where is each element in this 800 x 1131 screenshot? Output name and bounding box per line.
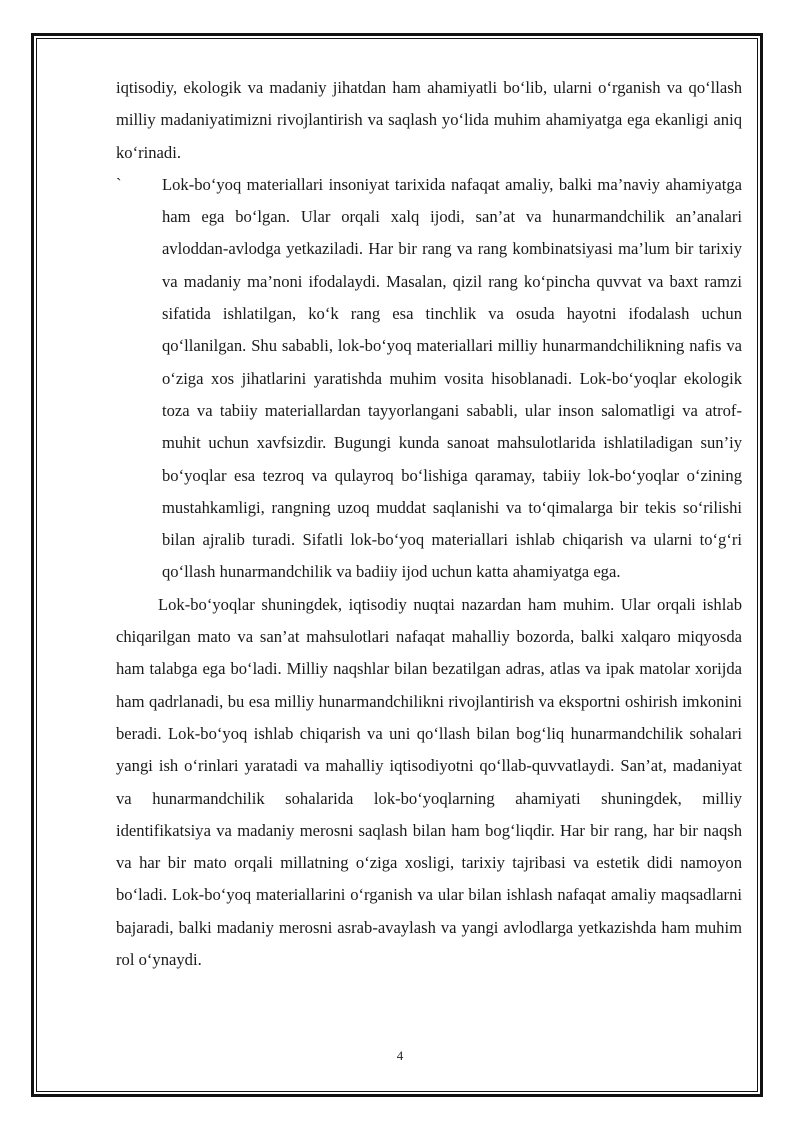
document-body — [116, 72, 742, 976]
paragraph-text: Lok-bo‘yoq materiallari insoniyat tarixida nafaqat amaliy, balki ma’naviy ahamiyatga ham ega bo‘lgan. Ular orqali xalq ijodi, san’at va hunarmandchilik an’analari avloddan-avlodga yetkaziladi. Har bir rang va rang kombinatsiyasi ma’lum bir tarixiy va madaniy ma’noni ifodalaydi. Masalan, qizil rang ko‘pincha quvvat va baxt ramzi sifatida ishlatilgan, ko‘k rang esa tinchlik va osuda hayotni ifodalash uchun qo‘llanilgan. Shu sababli, lok-bo‘yoq materiallari milliy hunarmandchilikning nafis va o‘ziga xos jihatlarini yaratishda muhim vosita hisoblanadi. Lok-bo‘yoqlar ekologik toza va tabiiy materiallardan tayyorlangani sababli, ular inson salomatligi va atrof-muhit uchun xavfsizdir. Bugungi kunda sanoat mahsulotlarida ishlatiladigan sun’iy bo‘yoqlar esa tezroq va qulayroq bo‘lishiga qaramay, tabiiy lok-bo‘yoqlar o‘zining mustahkamligi, rangning uzoq muddat saqlanishi va to‘qimalarga bir tekis so‘rilishi bilan ajralib turadi. Sifatli lok-bo‘yoq materiallari ishlab chiqarish va ularni to‘g‘ri qo‘llash hunarmandchilik va badiiy ijod uchun katta ahamiyatga ega. — [162, 174, 742, 582]
page-number: 4 — [396, 1048, 404, 1063]
paragraph-lok-boyoq-history — [116, 169, 742, 589]
paragraph-economic-importance: Lok-bo‘yoqlar shuningdek, iqtisodiy nuqtai nazardan ham muhim. Ular orqali ishlab chiqarilgan mato va san’at mahsulotlari nafaqat mahalliy bozorda, balki xalqaro miqyosda ham talabga ega bo‘ladi. Milliy naqshlar bilan bezatilgan adras, atlas va ipak matolar xorijda ham qadrlanadi, bu esa milliy hunarmandchilikni rivojlantirish va eksportni oshirish imkonini beradi. Lok-bo‘yoq ishlab chiqarish va uni qo‘llash bilan bog‘liq hunarmandchilik sohalari yangi ish o‘rinlari yaratadi va mahalliy iqtisodiyotni qo‘llab-quvvatlaydi. San’at, madaniyat va hunarmandchilik sohalarida lok-bo‘yoqlarning ahamiyati shuningdek, milliy identifikatsiya va madaniy merosni saqlash bilan ham bog‘liqdir. Har bir rang, har bir naqsh va har bir mato orqali millatning o‘ziga xosligi, tarixiy tajribasi va estetik didi namoyon bo‘ladi. Lok-bo‘yoq materiallarini o‘rganish va ular bilan ishlash nafaqat amaliy maqsadlarni bajaradi, balki madaniy merosni asrab-avaylash va yangi avlodlarga yetkazishda ham muhim rol o‘ynaydi. — [116, 594, 742, 970]
stray-tick-mark: ` — [116, 174, 122, 194]
paragraph-continuation: iqtisodiy, ekologik va madaniy jihatdan ham ahamiyatli bo‘lib, ularni o‘rganish va qo‘llash milliy madaniyatimizni rivojlantirish va saqlash yo‘lida muhim ahamiyatga ega ekanligi aniq ko‘rinadi. — [116, 78, 742, 162]
